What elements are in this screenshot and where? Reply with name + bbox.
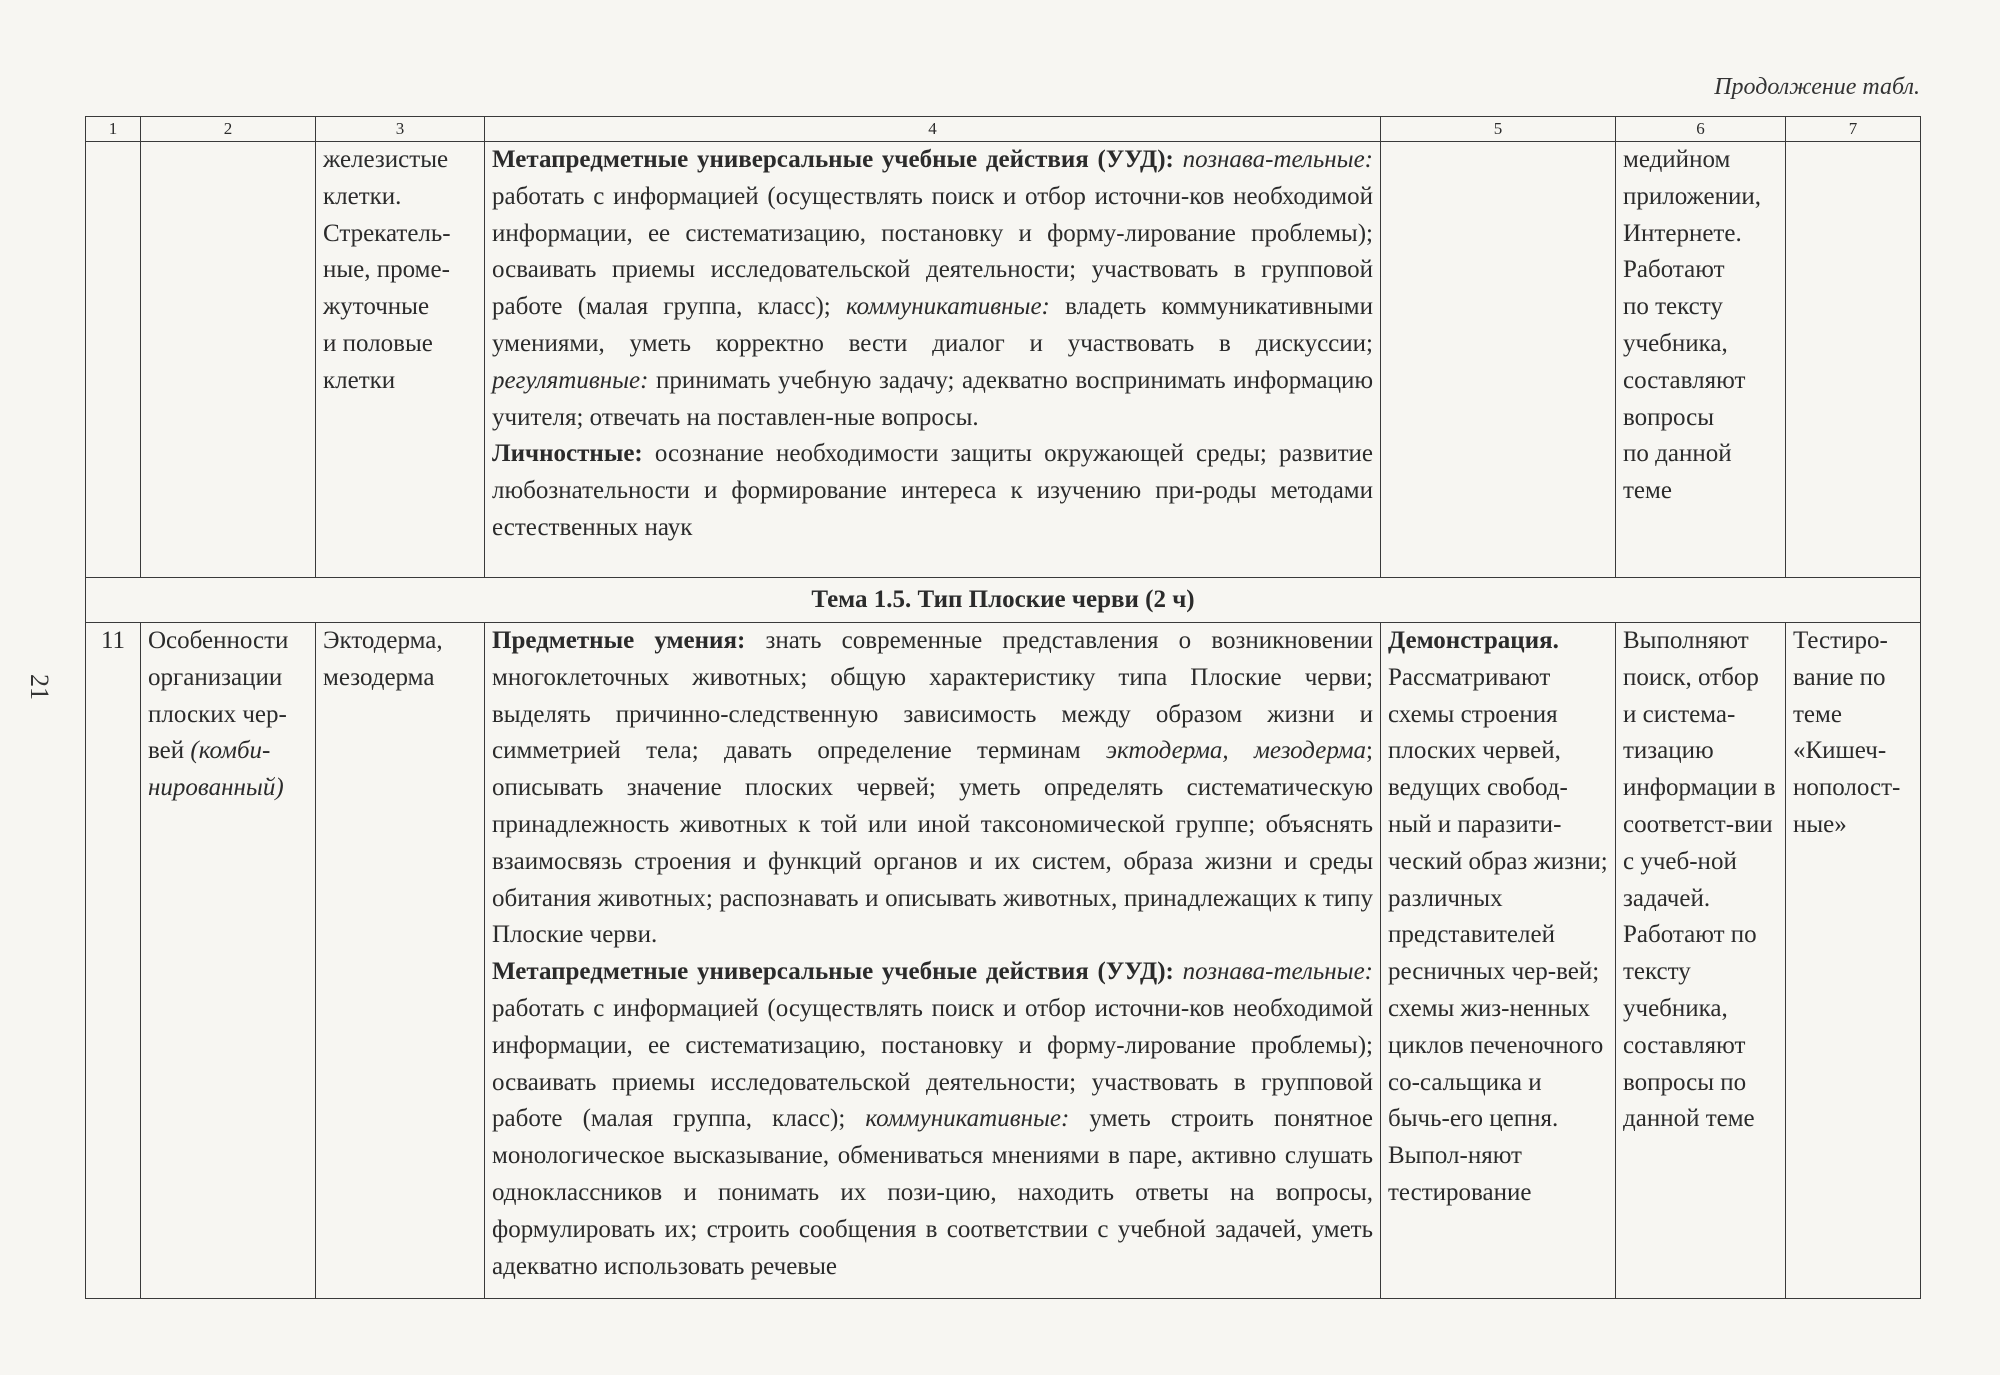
lesson-title: Особенности организации плоских чер-вей xyxy=(148,627,289,765)
regulatory-text: принимать учебную задачу; адекватно воспринимать информацию учителя; отвечать на поставлен-ные вопросы. xyxy=(492,366,1374,431)
subject-skills-paragraph xyxy=(492,623,1373,954)
personal-text: осознание необходимости защиты окружающей среды; развитие любознательности и формирование интереса к изучению при-роды методами естественных наук xyxy=(492,440,1373,541)
page-number: 21 xyxy=(25,674,54,700)
lesson-number-cell xyxy=(86,142,141,578)
table-row-lesson-11 xyxy=(86,623,1921,1299)
topic-row xyxy=(86,578,1921,623)
column-number: 2 xyxy=(141,117,316,142)
cognitive-text: работать с информацией (осуществлять поиск и отбор источни-ков необходимой информации, ее систематизацию, постановку и форму-лирование проблемы); осваивать приемы исследовательской деятельности; участвовать в групповой работе (малая группа, класс); xyxy=(492,182,1373,321)
topic-heading: Тема 1.5. Тип Плоские черви (2 ч) xyxy=(86,578,1921,623)
communicative-label: коммуникативные: xyxy=(865,1105,1070,1133)
column-number: 5 xyxy=(1381,117,1616,142)
equipment-cell xyxy=(1381,623,1616,1299)
personal-label: Личностные: xyxy=(492,440,643,468)
subject-skills-label: Предметные умения: xyxy=(492,627,746,654)
column-number: 3 xyxy=(316,117,485,142)
control-cell: Тестиро-вание по теме «Кишеч-нополост-ные» xyxy=(1786,623,1921,1299)
column-number: 1 xyxy=(86,117,141,142)
learning-outcomes-cell xyxy=(485,142,1381,578)
equipment-text: Рассматривают схемы строения плоских червей, ведущих свобод-ный и паразити-ческий образ жизни; различных представителей ресничных чер-вей; схемы жиз-ненных циклов печеночного со-сальщика и бычь-его цепня. Выпол-няют тестирование xyxy=(1388,663,1608,1206)
metasubject-paragraph xyxy=(492,142,1373,436)
key-terms-cell: Эктодерма, мезодерма xyxy=(316,623,485,1299)
lesson-title-cell xyxy=(141,623,316,1299)
cognitive-text: работать с информацией (осуществлять поиск и отбор источни-ков необходимой информации, ее систематизацию, постановку и форму-лирование проблемы); осваивать приемы исследовательской деятельности; участвовать в групповой работе (малая группа, класс); xyxy=(492,994,1373,1133)
communicative-label: коммуникативные: xyxy=(845,293,1050,321)
subject-terms: эктодерма, мезодерма xyxy=(1106,737,1367,765)
lesson-number-cell: 11 xyxy=(86,623,141,1299)
regulatory-label: регулятивные: xyxy=(492,366,649,394)
student-activity-cell: медийном приложении, Интернете. Работают по тексту учебника, составляют вопросы по данной теме xyxy=(1616,142,1786,578)
metasubject-label: Метапредметные универсальные учебные действия (УУД): xyxy=(492,958,1174,986)
key-terms-cell: железистые клетки. Стрекатель- ные, проме- жуточные и половые клетки xyxy=(316,142,485,578)
column-number-row xyxy=(86,117,1921,142)
metasubject-paragraph xyxy=(492,954,1373,1285)
control-cell xyxy=(1786,142,1921,578)
personal-paragraph xyxy=(492,436,1373,546)
column-number: 7 xyxy=(1786,117,1921,142)
table-continuation-caption: Продолжение табл. xyxy=(1714,74,1920,100)
cognitive-label: познава-тельные: xyxy=(1182,146,1374,173)
equipment-label: Демонстрация. xyxy=(1388,627,1559,654)
subject-skills-text-continued: ; описывать значение плоских червей; уметь определять систематическую принадлежность животных к той или иной таксономической группе; объяснять взаимосвязь строения и функций органов и их систем, образа жизни и среды обитания животных; распознавать и описывать животных, принадлежащих к типу Плоские черви. xyxy=(492,737,1373,949)
subject-skills-text: знать современные представления о возникновении многоклеточных животных; общую характеристику типа Плоские черви; выделять причинно-следственную зависимость между образом жизни и симметрией тела; давать определение терминам xyxy=(492,627,1373,765)
cognitive-label: познава-тельные: xyxy=(1182,958,1374,986)
metasubject-label: Метапредметные универсальные учебные действия (УУД): xyxy=(492,146,1174,173)
learning-outcomes-cell xyxy=(485,623,1381,1299)
communicative-text: владеть коммуникативными умениями, уметь корректно вести диалог и участвовать в дискуссии; xyxy=(492,293,1373,357)
communicative-text: уметь строить понятное монологическое высказывание, обмениваться мнениями в паре, активно слушать одноклассников и понимать их пози-цию, находить ответы на вопросы, формулировать их; строить сообщения в соответствии с учебной задачей, уметь адекватно использовать речевые xyxy=(492,1105,1373,1280)
lesson-plan-table xyxy=(85,116,1921,1299)
student-activity-cell: Выполняют поиск, отбор и система-тизацию информации в соответст-вии с учеб-ной задачей. Работают по тексту учебника, составляют вопросы по данной теме xyxy=(1616,623,1786,1299)
lesson-title-cell xyxy=(141,142,316,578)
column-number: 6 xyxy=(1616,117,1786,142)
equipment-cell xyxy=(1381,142,1616,578)
table-row-continued xyxy=(86,142,1921,578)
column-number: 4 xyxy=(485,117,1381,142)
lesson-type: (комби-нированный) xyxy=(148,737,284,802)
